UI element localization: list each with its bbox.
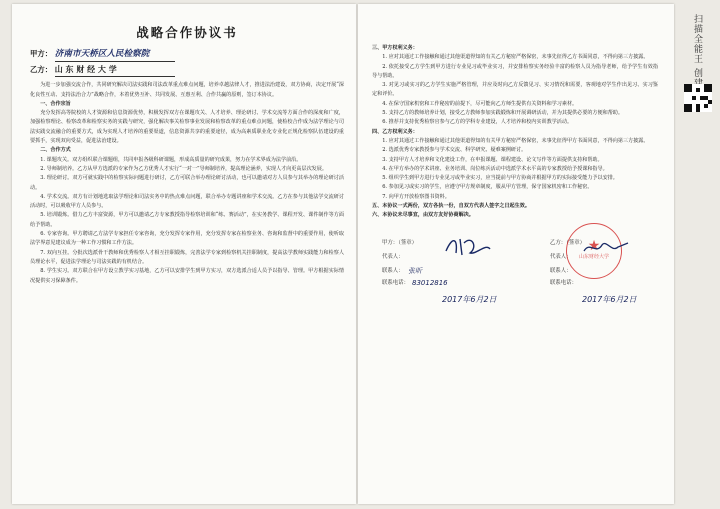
phone-a: 83012816 bbox=[412, 278, 448, 287]
party-a-label: 甲方： bbox=[30, 49, 53, 59]
section-3-title: 三、甲方权利义务： bbox=[372, 45, 418, 51]
section-1-title: 一、合作宗旨 bbox=[40, 100, 71, 107]
party-a-duty: 4. 在保守国家机密和工作秘密的前提下，尽可能向乙方师生提供有关资料和学习素材。 bbox=[382, 100, 578, 107]
contact-label-b: 联系人： bbox=[550, 267, 572, 274]
date-a: 2017年6月2日 bbox=[442, 294, 497, 304]
party-a-line bbox=[30, 47, 344, 62]
phone-label-a: 联系电话： bbox=[382, 279, 409, 286]
page-left bbox=[12, 4, 356, 504]
party-b-duty: 1. 应对其通过工作接触和通过其他渠道得知的有关甲方秘密严格保密，未事先征得甲方书面同意，不得向第三方披露。 bbox=[382, 137, 649, 144]
cooperation-item: 1. 课题攻关。双方组织联合课题组，共同申报各级科研课题，形成高质量的研究成果，努力在学术界成为法学前沿。 bbox=[40, 156, 302, 163]
cooperation-item: 7. 双向互挂。分批次选派骨干教师和优秀检察人才相互挂职锻炼，完善法学专家到检察机关挂职制度，提高法学教师实践能力和检察人员理论水平，促进法学理论与司法实践的有机结合。 bbox=[30, 249, 344, 265]
signature-b bbox=[582, 237, 632, 259]
cooperation-item: 5. 培训锻炼。借力乙方丰富资源，甲方可以邀请乙方专家教授指导检察培训和“练、赛活动”，在实务教学、课程开发、课件制作等方面给予帮助。 bbox=[30, 212, 344, 228]
party-a-duty: 6. 推荐并支持优秀检察官参与乙方的学科专业建设，人才培养和校内实训教学活动。 bbox=[382, 119, 573, 126]
section-6: 六、本协议未尽事宜，由双方友好协商解决。 bbox=[372, 212, 474, 219]
contact-label-a: 联系人： bbox=[382, 267, 404, 274]
watermark-text: 扫描全能王 创建 bbox=[692, 14, 702, 88]
party-a-name: 济南市天桥区人民检察院 bbox=[55, 47, 175, 62]
cooperation-item: 2. 导师制培养。乙方从甲方选派的专家作为乙方优秀人才实行“一对一”导师制培养，提高理论涵养，实现人才向更高层次发展。 bbox=[40, 165, 327, 172]
sig-a-label: 甲方：（签章） bbox=[382, 239, 418, 246]
party-b-duty: 4. 在甲方举办的学术讲座、业务培训、岗位练兵活动中选派学术水平高的专家教授给予授课和指导。 bbox=[382, 165, 608, 172]
left-content bbox=[30, 20, 344, 286]
signature-block bbox=[372, 229, 658, 325]
party-a-duty: 5. 支持乙方的教师培养计划，接受乙方教师参加实践锻炼和开展调研活动，并为其提供必要的方便和帮助。 bbox=[382, 110, 623, 117]
phone-label-b: 联系电话： bbox=[550, 279, 577, 286]
seal-text: 山东财经大学 bbox=[578, 253, 609, 260]
party-b-duty: 2. 选派优秀专家教授参与学术交流、科学研究、疑难案例研讨。 bbox=[382, 147, 527, 154]
rep-label-a: 代表人： bbox=[382, 253, 404, 260]
qr-code-icon bbox=[684, 84, 712, 112]
cooperation-item: 4. 学术交流。双方有计划地选取法学理论和司法实务中的热点难点问题，联合举办专题讲座和学术交流。乙方在参与其他法学交流研讨活动时，可以吸收甲方人员参与。 bbox=[30, 193, 344, 210]
section-2-title: 二、合作方式 bbox=[40, 147, 71, 154]
party-b-duty: 6. 参加见习或实习的学生，应遵守甲方规章制度，服从甲方管理，保守国家机密和工作秘密。 bbox=[382, 184, 593, 191]
party-b-duty: 3. 支持甲方人才培养和文化建设工作，在申报课题、课程建设、论文写作等方面提供支持和帮助。 bbox=[382, 156, 603, 163]
signature-a bbox=[442, 233, 494, 259]
party-a-duty: 2. 依托接受乙方学生到甲方进行专业见习或毕业实习，并安排检察实务经验丰富的检察人员为指导老师，给予学生有效指导与帮助。 bbox=[372, 63, 658, 79]
cooperation-item: 6. 专家咨询。甲方聘请乙方法学专家担任专家咨询，充分发挥专家作用，充分发挥专家在检察业务、咨询和监督中的重要作用，使听取法学界意见建议成为一种工作习惯和工作方法。 bbox=[30, 231, 344, 247]
section-1-body: 充分发挥高等院校的人才资源和信息资源优势，积极发挥双方在课题攻关、人才培养、理论研讨、学术交流等方面合作的深度和广度，加强检察理论、检察改革和检察实务的实践与研究，强化解决事关检察事业发展和检察改革的重点难点问题，使检校合作成为法学理论与司法实践交流融合的重要方式，成为实现人才培养的重要渠道，信息资源共享的重要途径，成为高素质职业化专业化正规化检察队伍建设的重要抓手，实现双向受益，促进法治建设。 bbox=[30, 110, 344, 145]
party-b-line bbox=[30, 62, 344, 77]
cooperation-item: 8. 学生实习。双方联合在甲方设立教学实习基地，乙方可以安排学生到甲方实习，双方选派合适人员予以指导、管理。甲方根据实际情况提供实习保障条件。 bbox=[30, 268, 344, 284]
scanner-sidebar bbox=[676, 0, 720, 509]
date-b: 2017年6月2日 bbox=[582, 294, 637, 304]
rep-label-b: 代表人： bbox=[550, 253, 572, 260]
cooperation-item: 3. 理论研讨。双方可就实践中的检察实际问题进行研讨，乙方可联合举办理论研讨活动，也可以邀请对方人员参与其举办的理论研讨活动。 bbox=[30, 175, 344, 191]
party-a-duty: 1. 应对其通过工作接触和通过其他渠道得知的有关乙方秘密严格保密，未事先征得乙方书面同意，不得向第三方披露。 bbox=[382, 54, 649, 61]
party-b-duty: 7. 向甲方开放检察图书资料。 bbox=[382, 193, 450, 200]
party-b-duty: 5. 组织学生到甲方进行专业见习或毕业实习，应当提前与甲方协商并根据甲方的实际接受能力予以安排。 bbox=[382, 175, 618, 182]
right-content bbox=[372, 44, 658, 325]
party-b-label: 乙方： bbox=[30, 65, 53, 75]
seal-star-icon: ★ bbox=[587, 237, 601, 254]
doc-title: 战略合作协议书 bbox=[136, 25, 238, 40]
sig-b-label: 乙方：（签章） bbox=[550, 239, 586, 246]
section-5: 五、本协议一式两份，双方各执一份，自双方代表人签字之日起生效。 bbox=[372, 203, 530, 210]
page-right bbox=[358, 4, 674, 504]
party-b-name: 山 东 财 经 大 学 bbox=[55, 62, 175, 77]
contact-a: 张昕 bbox=[408, 266, 422, 275]
section-4-title: 四、乙方权利义务： bbox=[372, 128, 418, 135]
intro-paragraph: 为进一步加强交流合作，共同研究解决司法实践和司法改革重点难点问题，培养卓越法律人才，推进法治建设，双方协商，决定开展“深化良性互动、支持法治合力”战略合作，本着优势互补、共同发展、互惠互利、合作共赢的原则，签订本协议。 bbox=[30, 82, 344, 98]
party-a-duty: 3. 对见习或实习的乙方学生实施严格管理，并应及时向乙方反馈见习、实习情况和需要，客观地对学生作出见习、实习鉴定和评价。 bbox=[372, 82, 658, 98]
